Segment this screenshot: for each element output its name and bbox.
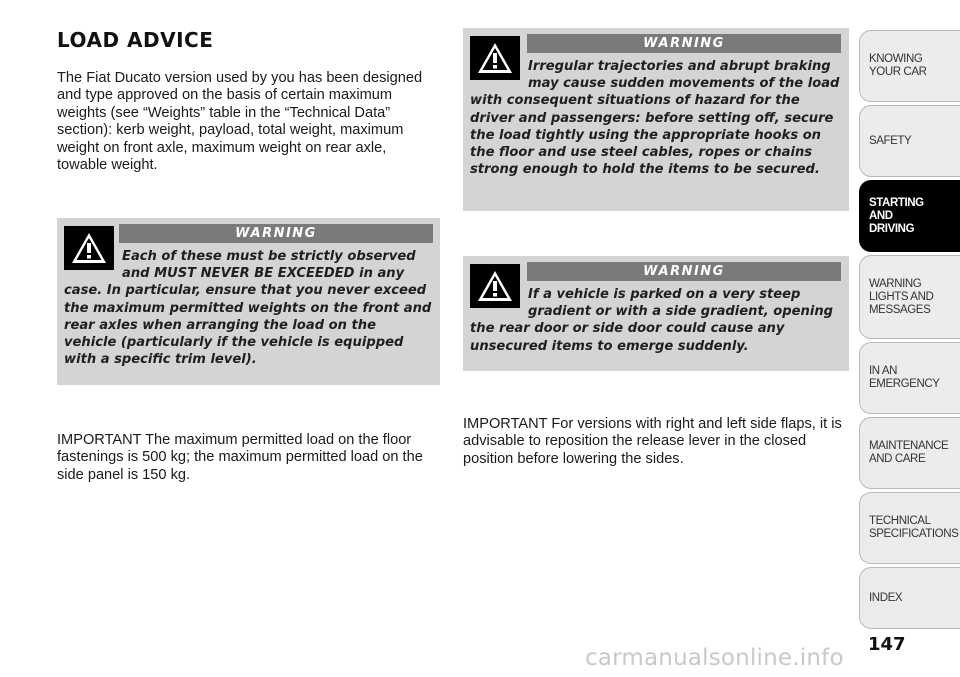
warning-text-2: Irregular trajectories and abrupt braking may cause sudden movements of the load with consequent situations of hazard for the driver and passengers: before setting off, secure the load tightly using the appropriate hooks on the floor and use steel cables, ropes or chains strong enough to hold the items to be secured. <box>470 59 840 178</box>
tab-label: MAINTENANCE AND CARE <box>869 440 949 465</box>
tab-label: TECHNICAL SPECIFICATIONS <box>869 515 959 540</box>
tab-label: SAFETY <box>869 134 912 147</box>
warning-box-2 <box>463 28 849 211</box>
tab-index[interactable] <box>859 567 960 629</box>
tab-maintenance-and-care[interactable] <box>859 417 960 489</box>
warning-box-1 <box>57 218 440 385</box>
tab-technical-specifications[interactable] <box>859 492 960 564</box>
tab-label: IN AN EMERGENCY <box>869 365 940 390</box>
tab-starting-and-driving[interactable] <box>859 180 960 252</box>
warning-triangle-icon <box>470 36 520 80</box>
watermark: carmanualsonline.info <box>585 645 844 671</box>
tab-warning-lights-and-messages[interactable] <box>859 255 960 339</box>
tab-safety[interactable] <box>859 105 960 177</box>
tab-label: KNOWING YOUR CAR <box>869 53 927 78</box>
tab-label: WARNING LIGHTS AND MESSAGES <box>869 277 934 316</box>
page-number: 147 <box>868 634 906 655</box>
tab-label: INDEX <box>869 591 903 604</box>
page-heading: LOAD ADVICE <box>57 28 214 52</box>
warning-triangle-icon <box>470 264 520 308</box>
warning-triangle-icon <box>64 226 114 270</box>
intro-paragraph: The Fiat Ducato version used by you has been designed and type approved on the basis of certain maximum weights (see “Weights” table in the “Technical Data” section): kerb weight, payload, total weight, maximum weight on front axle, maximum weight on rear axle, towable weight. <box>57 70 423 174</box>
tab-label: STARTING AND DRIVING <box>869 196 924 235</box>
warning-box-3 <box>463 256 849 371</box>
warning-label-2: WARNING <box>527 34 841 53</box>
tab-in-an-emergency[interactable] <box>859 342 960 414</box>
tab-knowing-your-car[interactable] <box>859 30 960 102</box>
important-note-right: IMPORTANT For versions with right and left side flaps, it is advisable to reposition the release lever in the closed position before lowering the sides. <box>463 416 842 467</box>
warning-label-1: WARNING <box>119 224 433 243</box>
warning-label-3: WARNING <box>527 262 841 281</box>
important-note-left: IMPORTANT The maximum permitted load on the floor fastenings is 500 kg; the maximum permitted load on the side panel is 150 kg. <box>57 432 423 483</box>
warning-text-3: If a vehicle is parked on a very steep gradient or with a side gradient, opening the rear door or side door could cause any unsecured items to emerge suddenly. <box>470 287 834 354</box>
warning-text-1: Each of these must be strictly observed and MUST NEVER BE EXCEEDED in any case. In particular, ensure that you never exceed the maximum permitted weights on the front and rear axles when arranging the load on the vehicle (particularly if the vehicle is equipped with a specific trim level). <box>64 249 432 368</box>
